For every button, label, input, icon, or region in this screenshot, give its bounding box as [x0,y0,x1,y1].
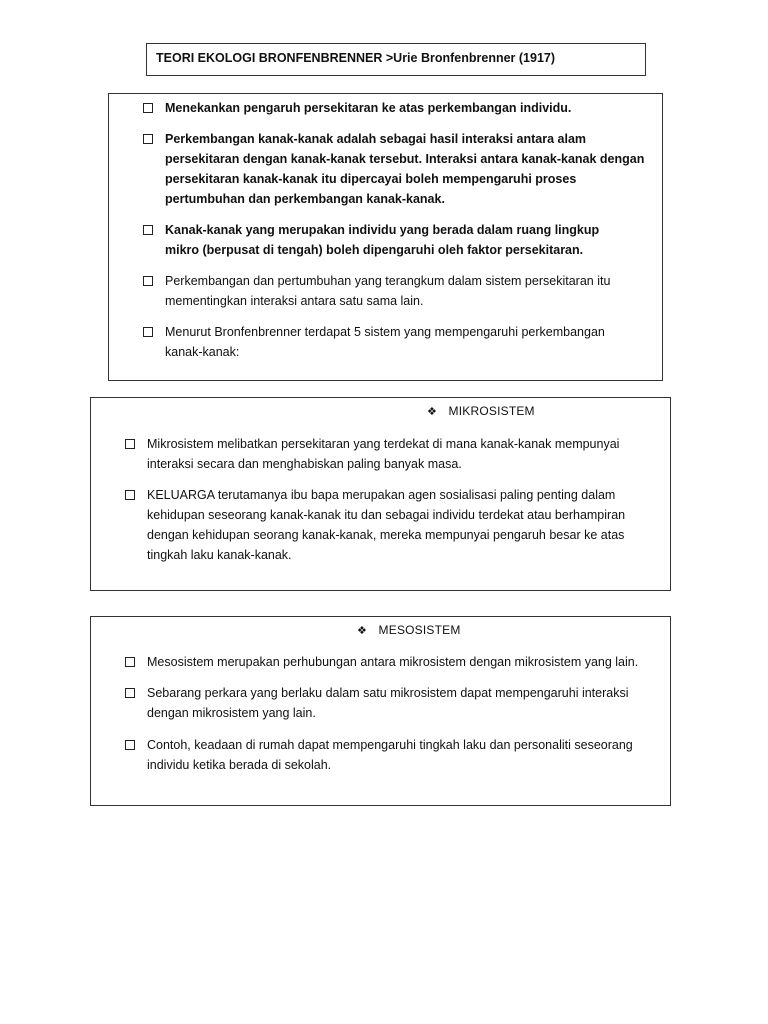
intro-bullet-text: Menekankan pengaruh persekitaran ke atas perkembangan individu. [165,101,572,115]
mesosistem-bullet-text: Contoh, keadaan di rumah dapat mempengaruhi tingkah laku dan personaliti seseorang individu ketika berada di sekolah. [147,738,633,772]
checkbox-bullet-icon [125,490,135,500]
mesosistem-bullet [147,652,652,672]
intro-bullet [165,129,655,209]
checkbox-bullet-icon [143,276,153,286]
page-title: TEORI EKOLOGI BRONFENBRENNER >Urie Bronfenbrenner (1917) [156,51,556,65]
intro-bullet [165,322,635,362]
checkbox-bullet-icon [143,134,153,144]
mikrosistem-heading [427,404,535,418]
checkbox-bullet-icon [125,439,135,449]
mesosistem-bullet [147,683,642,723]
diamond-bullet-icon: ❖ [427,406,438,418]
checkbox-bullet-icon [125,688,135,698]
mesosistem-heading-text: MESOSISTEM [378,623,461,637]
mesosistem-heading [357,623,461,637]
intro-bullet [165,98,635,118]
intro-box [108,93,663,381]
checkbox-bullet-icon [143,225,153,235]
checkbox-bullet-icon [143,103,153,113]
intro-bullet-text: Perkembangan kanak-kanak adalah sebagai hasil interaksi antara alam persekitaran dengan kanak-kanak tersebut. Interaksi antara kanak-kanak dengan persekitaran kanak-kanak itu dipercayai boleh mempengaruhi proses pertumbuhan dan perkembangan kanak-kanak. [165,132,645,206]
mikrosistem-bullet [147,434,637,474]
mikrosistem-bullet [147,485,637,565]
title-box [146,43,646,76]
intro-bullet [165,220,635,260]
checkbox-bullet-icon [125,740,135,750]
intro-bullet-text: Menurut Bronfenbrenner terdapat 5 sistem yang mempengaruhi perkembangan kanak-kanak: [165,325,605,359]
mesosistem-bullet [147,735,652,775]
mesosistem-box [90,616,671,806]
intro-bullet-text: Perkembangan dan pertumbuhan yang terangkum dalam sistem persekitaran itu mementingkan interaksi antara satu sama lain. [165,274,611,308]
diamond-bullet-icon: ❖ [357,625,368,637]
intro-bullet [165,271,635,311]
checkbox-bullet-icon [125,657,135,667]
mikrosistem-bullet-text: KELUARGA terutamanya ibu bapa merupakan agen sosialisasi paling penting dalam kehidupan seseorang kanak-kanak itu dan sebagai individu terdekat atau berhampiran dengan kehidupan seorang kanak-kanak, mereka mempunyai pengaruh besar ke atas tingkah laku kanak-kanak. [147,488,626,562]
mesosistem-bullet-text: Mesosistem merupakan perhubungan antara mikrosistem dengan mikrosistem yang lain. [147,655,639,669]
mikrosistem-bullet-text: Mikrosistem melibatkan persekitaran yang terdekat di mana kanak-kanak mempunyai interaksi secara dan menghabiskan paling banyak masa. [147,437,620,471]
checkbox-bullet-icon [143,327,153,337]
mikrosistem-box [90,397,671,591]
intro-bullet-text: Kanak-kanak yang merupakan individu yang berada dalam ruang lingkup mikro (berpusat di tengah) boleh dipengaruhi oleh faktor persekitaran. [165,223,600,257]
mesosistem-bullet-text: Sebarang perkara yang berlaku dalam satu mikrosistem dapat mempengaruhi interaksi dengan mikrosistem yang lain. [147,686,629,720]
mikrosistem-heading-text: MIKROSISTEM [448,404,535,418]
